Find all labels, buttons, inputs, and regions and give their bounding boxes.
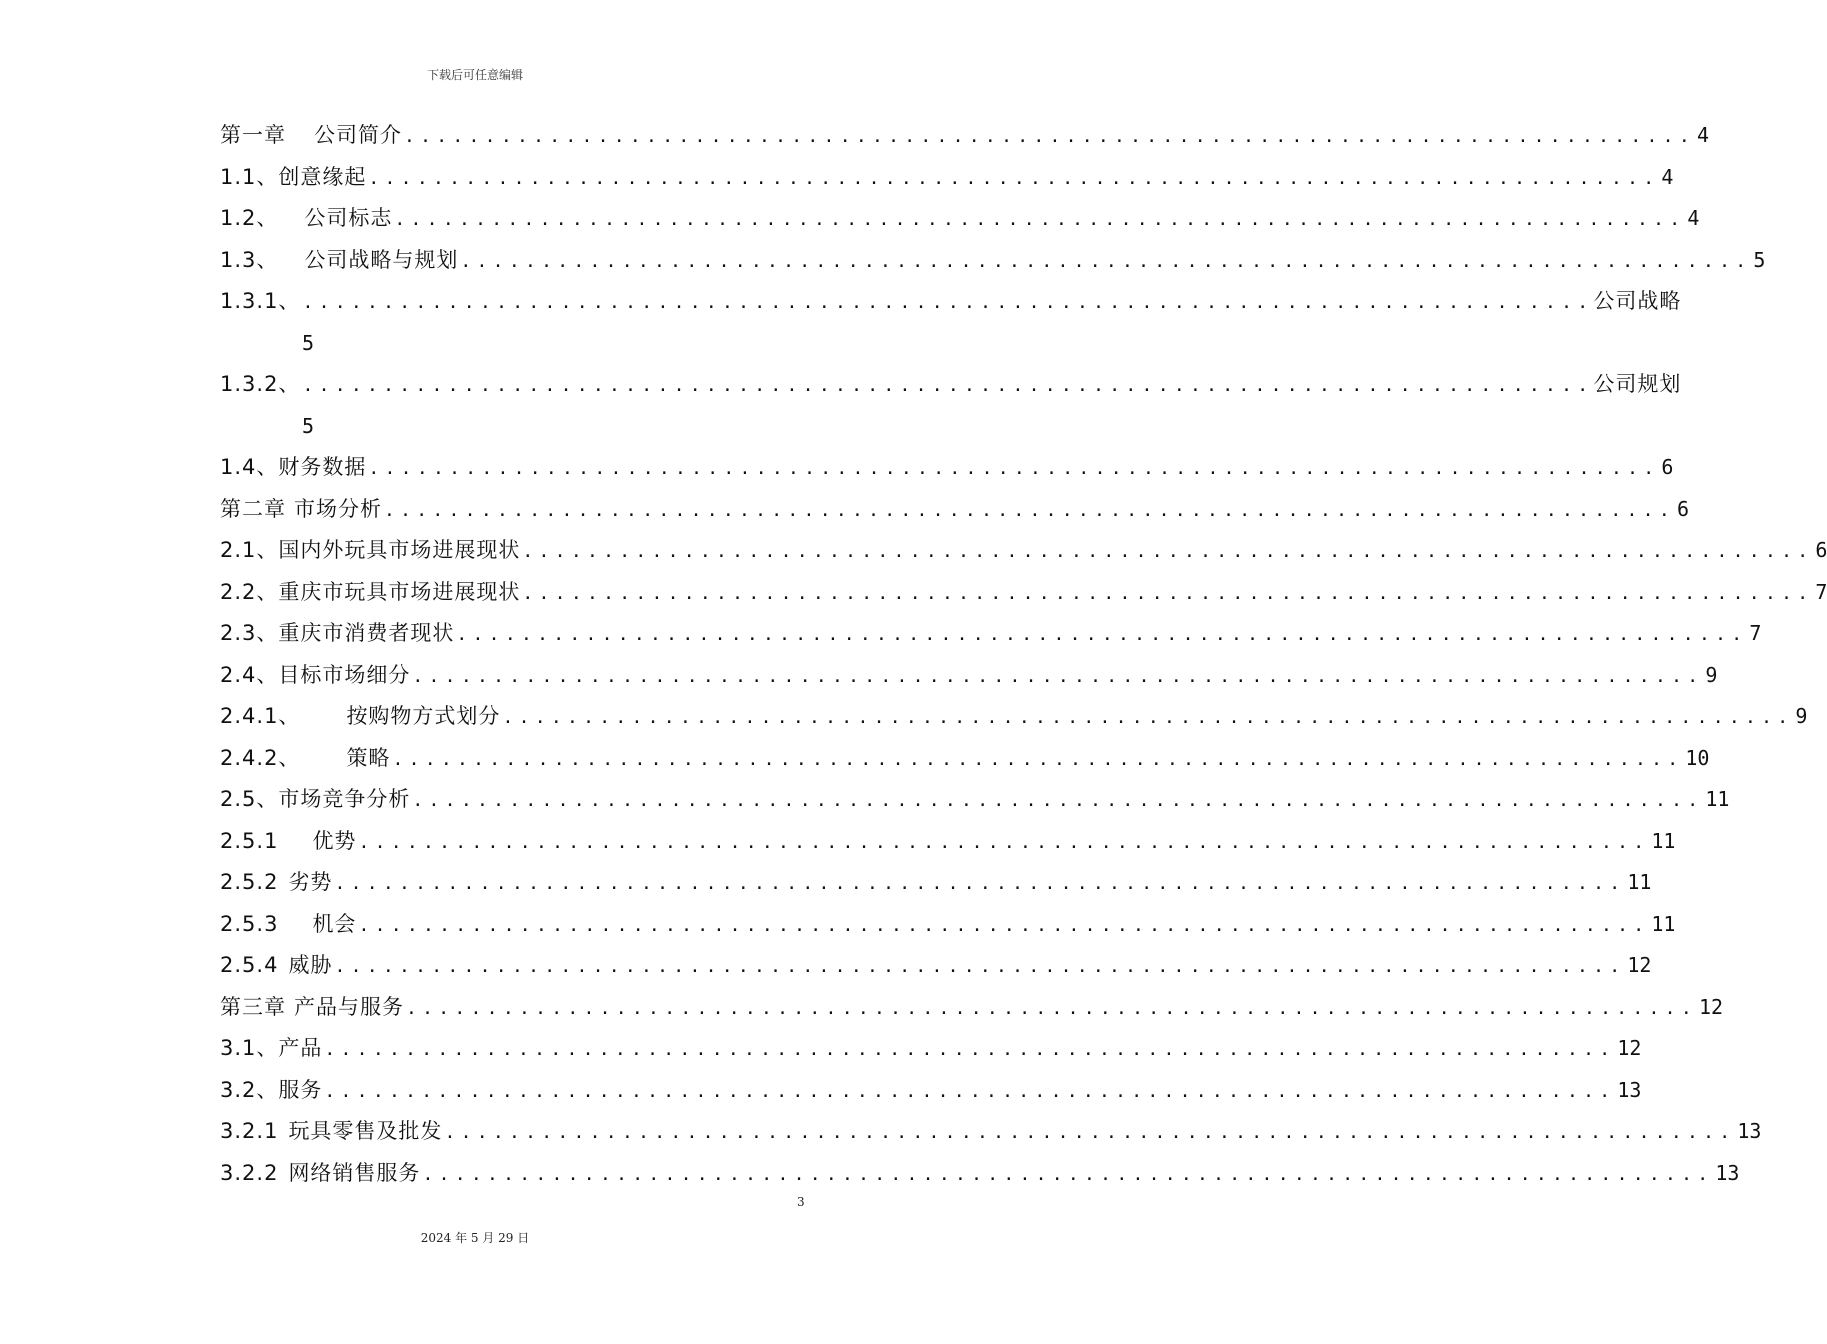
toc-entry[interactable] (220, 1111, 1762, 1153)
toc-dot-leader: ................................................................................ (412, 665, 1704, 687)
toc-dot-leader: ................................................................................ (422, 1163, 1714, 1185)
toc-entry-title: 创意缘起 (278, 164, 367, 189)
toc-dot-leader: ................................................................................ (368, 167, 1660, 189)
toc-entry[interactable] (220, 240, 1766, 282)
toc-entry-title: 公司战略与规划 (304, 247, 459, 272)
toc-dot-leader: ................................................................................ (358, 831, 1650, 853)
toc-entry[interactable] (220, 696, 1808, 738)
toc-entry-page: 13 (1715, 1160, 1740, 1185)
toc-entry-text (220, 738, 390, 780)
toc-entry-title: 重庆市消费者现状 (278, 621, 455, 645)
toc-entry-label: 3.2.2 (220, 1160, 279, 1185)
toc-entry-page: 12 (1698, 994, 1724, 1019)
toc-entry[interactable] (220, 447, 1674, 489)
toc-entry[interactable] (220, 904, 1676, 946)
toc-entry-page: 12 (1627, 953, 1652, 977)
toc-entry-page: 4 (1661, 164, 1674, 189)
page-header: 下载后可任意编辑 (426, 68, 523, 82)
toc-entry-text (220, 157, 366, 199)
toc-entry-title: 劣势 (288, 870, 333, 894)
toc-dot-leader: ................................................................................ (456, 624, 1748, 645)
toc-dot-leader: ................................................................................ (522, 582, 1814, 604)
toc-entry-text (220, 1111, 442, 1153)
toc-entry-title: 威胁 (288, 953, 333, 977)
toc-entry[interactable] (220, 530, 1827, 572)
toc-entry[interactable] (220, 198, 1700, 240)
toc-entry-label: 2.1、 (220, 538, 279, 562)
toc-entry-title: 重庆市玩具市场进展现状 (278, 579, 521, 604)
toc-entry-title: 公司标志 (304, 206, 393, 230)
toc-entry-label: 3.1、 (220, 1036, 279, 1060)
toc-entry-title: 按购物方式划分 (346, 704, 501, 728)
toc-entry[interactable] (220, 945, 1652, 987)
toc-entry-page: 13 (1617, 1077, 1642, 1102)
toc-entry-page: 6 (1815, 538, 1827, 562)
toc-entry-text (220, 945, 332, 987)
toc-entry-text (220, 987, 404, 1029)
toc-entry-label: 2.4.2、 (220, 745, 301, 770)
toc-entry-title: 财务数据 (278, 455, 367, 479)
toc-entry[interactable] (220, 157, 1674, 199)
toc-dot-leader: ................................................................................ (444, 1122, 1736, 1143)
toc-dot-leader: ................................................................................ (392, 748, 1684, 770)
toc-entry-page: 5 (302, 413, 315, 438)
toc-entry-title: 公司规划 (1593, 372, 1682, 396)
toc-entry-text (220, 821, 356, 863)
toc-entry-title: 目标市场细分 (278, 662, 411, 687)
toc-entry-label: 2.4.1、 (220, 704, 301, 728)
toc-entry-text (220, 447, 366, 489)
toc-entry-page: 11 (1627, 870, 1652, 894)
toc-entry-text (220, 364, 300, 406)
toc-entry-label: 3.2.1 (220, 1119, 279, 1143)
toc-entry-text (220, 489, 382, 531)
toc-dot-leader: ................................................................................ (324, 1039, 1616, 1060)
toc-entry-text (220, 655, 410, 697)
table-of-contents (220, 115, 1827, 1194)
toc-entry-page: 4 (1696, 123, 1709, 147)
toc-entry-page: 6 (1676, 496, 1689, 521)
toc-entry-page: 11 (1651, 828, 1676, 853)
toc-entry-text (220, 779, 410, 821)
toc-entry-page: 12 (1617, 1036, 1642, 1060)
toc-entry-text (220, 281, 300, 323)
toc-entry-title: 玩具零售及批发 (288, 1119, 443, 1143)
toc-entry-label: 1.3.2、 (220, 372, 301, 396)
toc-entry-page: 9 (1705, 662, 1718, 687)
page-number: 3 (797, 1195, 805, 1209)
toc-entry[interactable] (220, 364, 1682, 406)
toc-entry-title: 市场竞争分析 (278, 787, 411, 811)
toc-entry-text (220, 240, 458, 282)
toc-entry[interactable] (220, 779, 1730, 821)
toc-dot-leader: ................................................................................ (302, 292, 1594, 313)
toc-entry-label: 3.2、 (220, 1077, 279, 1102)
toc-entry-label: 第二章 (220, 496, 286, 521)
toc-entry-page: 6 (1661, 455, 1674, 479)
toc-entry-label: 1.3.1、 (220, 289, 301, 313)
toc-entry-title: 市场分析 (294, 496, 382, 521)
toc-entry[interactable] (220, 655, 1718, 697)
toc-entry-text (220, 613, 454, 655)
toc-entry-text (220, 198, 392, 240)
toc-entry-label: 2.4、 (220, 662, 279, 687)
toc-dot-leader: ................................................................................ (358, 914, 1650, 936)
toc-entry-text (220, 572, 520, 614)
toc-entry-text (220, 696, 500, 738)
toc-entry-page: 10 (1685, 745, 1710, 770)
toc-entry[interactable] (220, 862, 1652, 904)
toc-entry-title: 网络销售服务 (288, 1160, 421, 1185)
toc-dot-leader: ................................................................................ (502, 707, 1794, 728)
toc-entry-page: 13 (1737, 1119, 1762, 1143)
toc-entry-page: 11 (1651, 911, 1676, 936)
toc-entry-label: 2.5.1 (220, 828, 279, 853)
toc-dot-leader: ................................................................................ (324, 1080, 1616, 1102)
toc-entry-label: 2.5、 (220, 787, 279, 811)
toc-entry[interactable] (220, 281, 1682, 323)
toc-entry-text (220, 862, 332, 904)
toc-entry-title: 公司简介 (314, 123, 402, 147)
toc-dot-leader: ................................................................................ (334, 873, 1626, 894)
toc-dot-leader: ................................................................................ (404, 126, 1695, 147)
toc-entry[interactable] (220, 489, 1689, 531)
toc-entry-label: 2.5.4 (220, 953, 279, 977)
toc-entry[interactable] (220, 738, 1710, 780)
toc-entry-label: 2.3、 (220, 621, 279, 645)
toc-dot-leader: ................................................................................ (460, 250, 1752, 272)
toc-entry-label: 第一章 (220, 123, 286, 147)
toc-dot-leader: ................................................................................ (334, 956, 1626, 977)
toc-entry-label: 2.5.3 (220, 911, 279, 936)
toc-entry[interactable] (220, 1153, 1740, 1195)
toc-entry-label: 1.2、 (220, 206, 279, 230)
toc-entry-text (220, 115, 402, 157)
toc-entry-label: 1.4、 (220, 455, 279, 479)
toc-dot-leader: ................................................................................ (522, 541, 1814, 562)
toc-entry[interactable] (220, 987, 1724, 1029)
toc-entry-text (220, 1153, 420, 1195)
toc-entry-label: 2.2、 (220, 579, 279, 604)
toc-entry-label: 1.3、 (220, 247, 279, 272)
toc-entry-title: 国内外玩具市场进展现状 (278, 538, 521, 562)
toc-entry-title: 服务 (278, 1077, 323, 1102)
toc-entry-title: 产品 (278, 1036, 323, 1060)
toc-entry-text (220, 1028, 322, 1070)
toc-dot-leader: ................................................................................ (302, 375, 1594, 396)
toc-entry-page: 9 (1795, 704, 1808, 728)
toc-entry-title: 公司战略 (1593, 289, 1682, 313)
toc-dot-leader: ................................................................................ (412, 790, 1704, 811)
toc-entry-page: 7 (1815, 579, 1827, 604)
toc-entry-label: 第三章 (220, 994, 286, 1019)
toc-entry-text (220, 904, 356, 946)
toc-entry[interactable] (220, 1028, 1642, 1070)
toc-entry-page: 5 (302, 330, 315, 355)
toc-entry-title: 产品与服务 (294, 994, 404, 1019)
toc-dot-leader: ................................................................................ (368, 458, 1660, 479)
toc-entry-label: 2.5.2 (220, 870, 279, 894)
toc-entry-label: 1.1、 (220, 164, 279, 189)
toc-entry-page: 7 (1749, 621, 1762, 645)
toc-entry[interactable] (220, 572, 1827, 614)
toc-entry-page: 5 (1753, 247, 1766, 272)
toc-entry-title: 机会 (312, 911, 357, 936)
toc-entry-page: 4 (1687, 206, 1700, 230)
toc-dot-leader: ................................................................................ (406, 997, 1697, 1019)
toc-entry[interactable] (220, 115, 1709, 157)
toc-entry-title: 策略 (346, 745, 391, 770)
page-footer-date: 2024 年 5 月 29 日 (420, 1231, 530, 1245)
toc-entry-text (220, 1070, 322, 1112)
toc-entry-text (220, 530, 520, 572)
toc-entry[interactable] (220, 821, 1676, 863)
toc-dot-leader: ................................................................................ (394, 209, 1686, 230)
toc-entry[interactable] (220, 1070, 1642, 1112)
toc-entry[interactable] (220, 613, 1762, 655)
toc-entry-page: 11 (1705, 787, 1730, 811)
toc-dot-leader: ................................................................................ (384, 499, 1675, 521)
toc-entry-title: 优势 (312, 828, 357, 853)
